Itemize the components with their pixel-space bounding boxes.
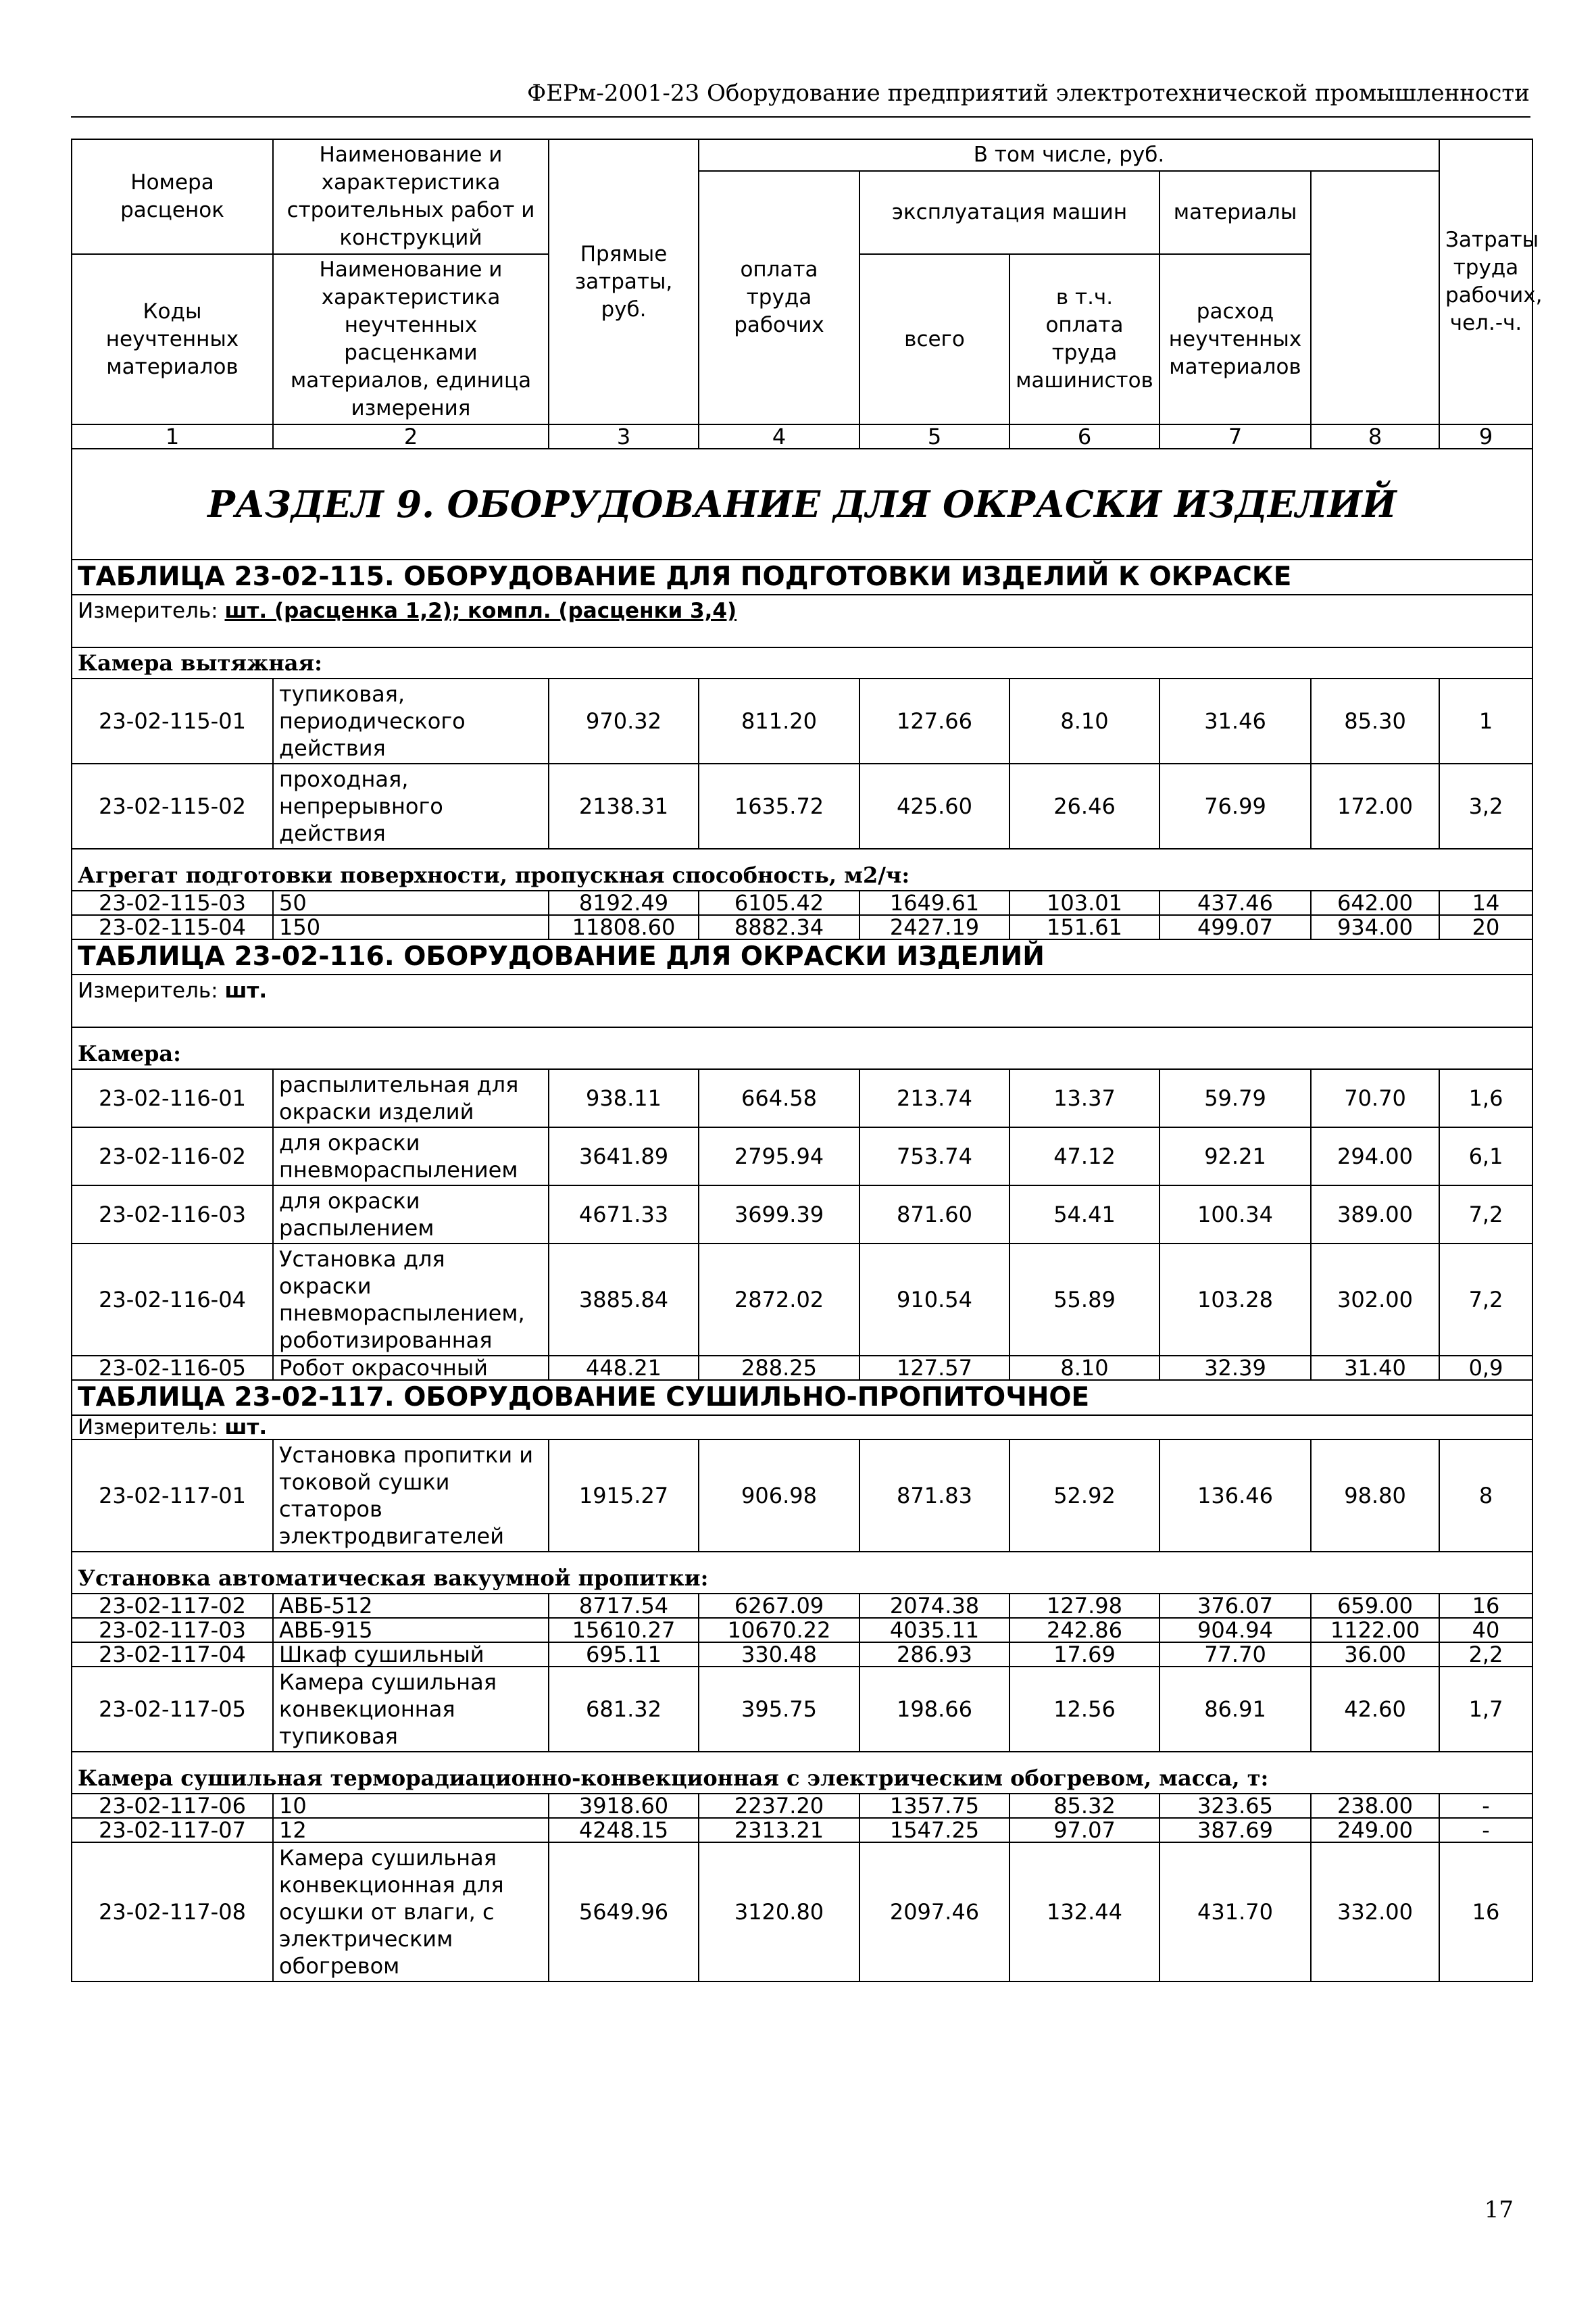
rate-code: 23-02-115-02	[72, 764, 273, 849]
table-row	[72, 891, 1532, 915]
unit-116	[72, 975, 1532, 1027]
materials: 86.91	[1159, 1667, 1311, 1752]
col-number: 8	[1311, 424, 1439, 449]
direct-costs: 3918.60	[549, 1794, 699, 1818]
direct-costs: 4671.33	[549, 1185, 699, 1244]
direct-costs: 3641.89	[549, 1127, 699, 1185]
machines-total: 2074.38	[859, 1594, 1009, 1618]
direct-costs: 8717.54	[549, 1594, 699, 1618]
rate-code: 23-02-115-04	[72, 915, 273, 939]
wages: 395.75	[699, 1667, 859, 1752]
machinists-wages: 8.10	[1009, 679, 1159, 764]
group-title: Камера вытяжная:	[72, 647, 1532, 679]
col-number: 3	[549, 424, 699, 449]
rate-code: 23-02-116-03	[72, 1185, 273, 1244]
direct-costs: 681.32	[549, 1667, 699, 1752]
unit-label: Измеритель:	[78, 599, 225, 623]
col-header-unaccounted-materials: Наименование и характеристика неучтенных расценками материалов, единица измерения	[273, 254, 549, 424]
equipment-mass: 14	[1439, 891, 1532, 915]
col-header-rate-numbers: Номера расценок	[72, 139, 273, 254]
col-number: 7	[1159, 424, 1311, 449]
labor-costs: 1122.00	[1311, 1618, 1439, 1642]
materials: 100.34	[1159, 1185, 1311, 1244]
table-row	[72, 1842, 1532, 1981]
equipment-mass: 16	[1439, 1842, 1532, 1981]
table-title-row	[72, 560, 1532, 595]
machines-total: 2097.46	[859, 1842, 1009, 1981]
machines-total: 213.74	[859, 1069, 1009, 1127]
materials: 59.79	[1159, 1069, 1311, 1127]
materials: 437.46	[1159, 891, 1311, 915]
col-header-labor-costs: Затраты труда рабочих, чел.-ч.	[1439, 139, 1532, 424]
direct-costs: 448.21	[549, 1356, 699, 1380]
materials: 76.99	[1159, 764, 1311, 849]
equipment-mass: 40	[1439, 1618, 1532, 1642]
equipment-mass: 0,9	[1439, 1356, 1532, 1380]
wages: 2313.21	[699, 1818, 859, 1842]
col-header-materials: материалы	[1159, 171, 1311, 254]
machines-total: 871.83	[859, 1439, 1009, 1552]
table-row	[72, 1069, 1532, 1127]
rate-name: для окраски пневмораспылением	[273, 1127, 549, 1185]
materials: 376.07	[1159, 1594, 1311, 1618]
labor-costs: 31.40	[1311, 1356, 1439, 1380]
rates-table	[71, 139, 1543, 1982]
direct-costs: 695.11	[549, 1642, 699, 1667]
equipment-mass: 3,2	[1439, 764, 1532, 849]
direct-costs: 3885.84	[549, 1244, 699, 1356]
machinists-wages: 12.56	[1009, 1667, 1159, 1752]
machinists-wages: 97.07	[1009, 1818, 1159, 1842]
rate-code: 23-02-117-03	[72, 1618, 273, 1642]
table-row	[72, 1439, 1532, 1552]
rate-name: Камера сушильная конвекционная тупиковая	[273, 1667, 549, 1752]
labor-costs: 98.80	[1311, 1439, 1439, 1552]
unit-row	[72, 975, 1532, 1027]
labor-costs: 389.00	[1311, 1185, 1439, 1244]
machinists-wages: 17.69	[1009, 1642, 1159, 1667]
col-header-direct-costs: Прямые затраты, руб.	[549, 139, 699, 424]
unit-117	[72, 1415, 1532, 1439]
machines-total: 127.66	[859, 679, 1009, 764]
unit-value: шт.	[224, 1415, 268, 1439]
direct-costs: 4248.15	[549, 1818, 699, 1842]
equipment-mass: 7,2	[1439, 1185, 1532, 1244]
rate-name: 12	[273, 1818, 549, 1842]
rate-code: 23-02-116-01	[72, 1069, 273, 1127]
col-number: 9	[1439, 424, 1532, 449]
unit-value: шт.	[224, 979, 268, 1003]
machines-total: 127.57	[859, 1356, 1009, 1380]
machinists-wages: 242.86	[1009, 1618, 1159, 1642]
labor-costs: 36.00	[1311, 1642, 1439, 1667]
table-row	[72, 1356, 1532, 1380]
rate-code: 23-02-117-06	[72, 1794, 273, 1818]
materials: 499.07	[1159, 915, 1311, 939]
wages: 330.48	[699, 1642, 859, 1667]
rate-code: 23-02-115-03	[72, 891, 273, 915]
wages: 8882.34	[699, 915, 859, 939]
machines-total: 753.74	[859, 1127, 1009, 1185]
equipment-mass: -	[1439, 1794, 1532, 1818]
col-number: 4	[699, 424, 859, 449]
direct-costs: 938.11	[549, 1069, 699, 1127]
materials: 904.94	[1159, 1618, 1311, 1642]
col-number: 1	[72, 424, 273, 449]
table-row	[72, 1244, 1532, 1356]
machines-total: 1547.25	[859, 1818, 1009, 1842]
rate-name: АВБ-915	[273, 1618, 549, 1642]
machinists-wages: 26.46	[1009, 764, 1159, 849]
unit-row	[72, 1415, 1532, 1439]
machinists-wages: 127.98	[1009, 1594, 1159, 1618]
equipment-mass: 16	[1439, 1594, 1532, 1618]
table-row	[72, 1127, 1532, 1185]
unit-row	[72, 595, 1532, 647]
table-row	[72, 1794, 1532, 1818]
labor-costs: 659.00	[1311, 1594, 1439, 1618]
machinists-wages: 55.89	[1009, 1244, 1159, 1356]
rate-code: 23-02-117-04	[72, 1642, 273, 1667]
machinists-wages: 151.61	[1009, 915, 1159, 939]
labor-costs: 42.60	[1311, 1667, 1439, 1752]
wages: 3120.80	[699, 1842, 859, 1981]
col-number: 5	[859, 424, 1009, 449]
labor-costs: 238.00	[1311, 1794, 1439, 1818]
materials: 103.28	[1159, 1244, 1311, 1356]
rate-name: тупиковая, периодического действия	[273, 679, 549, 764]
materials: 77.70	[1159, 1642, 1311, 1667]
section-title: РАЗДЕЛ 9. ОБОРУДОВАНИЕ ДЛЯ ОКРАСКИ ИЗДЕЛИЙ	[72, 449, 1532, 560]
header-row-1	[72, 139, 1532, 171]
wages: 664.58	[699, 1069, 859, 1127]
rate-code: 23-02-117-05	[72, 1667, 273, 1752]
machines-total: 1649.61	[859, 891, 1009, 915]
col-number: 6	[1009, 424, 1159, 449]
wages: 6105.42	[699, 891, 859, 915]
group-title: Агрегат подготовки поверхности, пропускная способность, м2/ч:	[72, 849, 1532, 891]
machinists-wages: 103.01	[1009, 891, 1159, 915]
table-row	[72, 915, 1532, 939]
machinists-wages: 13.37	[1009, 1069, 1159, 1127]
table-title-row	[72, 939, 1532, 975]
table-title-116: ТАБЛИЦА 23-02-116. ОБОРУДОВАНИЕ ДЛЯ ОКРАСКИ ИЗДЕЛИЙ	[72, 939, 1532, 975]
table-row	[72, 1667, 1532, 1752]
rate-code: 23-02-116-02	[72, 1127, 273, 1185]
equipment-mass: 2,2	[1439, 1642, 1532, 1667]
rate-name: Установка пропитки и токовой сушки статоров электродвигателей	[273, 1439, 549, 1552]
section-row	[72, 449, 1532, 560]
equipment-mass: 7,2	[1439, 1244, 1532, 1356]
table-row	[72, 764, 1532, 849]
unit-label: Измеритель:	[78, 979, 225, 1003]
wages: 10670.22	[699, 1618, 859, 1642]
table-title-117: ТАБЛИЦА 23-02-117. ОБОРУДОВАНИЕ СУШИЛЬНО-ПРОПИТОЧНОЕ	[72, 1380, 1532, 1415]
rate-name: Установка для окраски пневмораспылением, роботизированная	[273, 1244, 549, 1356]
labor-costs: 302.00	[1311, 1244, 1439, 1356]
rate-name: 50	[273, 891, 549, 915]
group-title: Камера:	[72, 1027, 1532, 1069]
equipment-mass: 1,7	[1439, 1667, 1532, 1752]
rate-name: распылительная для окраски изделий	[273, 1069, 549, 1127]
col-header-wages: оплата труда рабочих	[699, 171, 859, 424]
wages: 811.20	[699, 679, 859, 764]
col-header-machines: эксплуатация машин	[859, 171, 1159, 254]
table-row	[72, 679, 1532, 764]
rate-code: 23-02-117-07	[72, 1818, 273, 1842]
wages: 2795.94	[699, 1127, 859, 1185]
direct-costs: 5649.96	[549, 1842, 699, 1981]
labor-costs: 934.00	[1311, 915, 1439, 939]
group-row	[72, 849, 1532, 891]
table-row	[72, 1642, 1532, 1667]
direct-costs: 11808.60	[549, 915, 699, 939]
group-row	[72, 1552, 1532, 1594]
machines-total: 2427.19	[859, 915, 1009, 939]
labor-costs: 294.00	[1311, 1127, 1439, 1185]
table-row	[72, 1594, 1532, 1618]
wages: 1635.72	[699, 764, 859, 849]
header-rule	[71, 116, 1530, 118]
rate-code: 23-02-116-04	[72, 1244, 273, 1356]
materials: 431.70	[1159, 1842, 1311, 1981]
rate-code: 23-02-116-05	[72, 1356, 273, 1380]
running-header: ФЕРм-2001-23 Оборудование предприятий электротехнической промышленности	[527, 80, 1530, 107]
page-number: 17	[1484, 2196, 1514, 2223]
wages: 2872.02	[699, 1244, 859, 1356]
table-row	[72, 1618, 1532, 1642]
table-row	[72, 1185, 1532, 1244]
machines-total: 286.93	[859, 1642, 1009, 1667]
group-row	[72, 1752, 1532, 1794]
group-title: Установка автоматическая вакуумной пропитки:	[72, 1552, 1532, 1594]
wages: 3699.39	[699, 1185, 859, 1244]
rate-name: 10	[273, 1794, 549, 1818]
table-title-row	[72, 1380, 1532, 1415]
labor-costs: 85.30	[1311, 679, 1439, 764]
equipment-mass: 1,6	[1439, 1069, 1532, 1127]
direct-costs: 15610.27	[549, 1618, 699, 1642]
machinists-wages: 8.10	[1009, 1356, 1159, 1380]
materials: 136.46	[1159, 1439, 1311, 1552]
unit-value: шт. (расценка 1,2); компл. (расценки 3,4)	[224, 599, 737, 623]
group-title: Камера сушильная терморадиационно-конвекционная с электрическим обогревом, масса, т:	[72, 1752, 1532, 1794]
col-header-works-name: Наименование и характеристика строительных работ и конструкций	[273, 139, 549, 254]
unit-115	[72, 595, 1532, 647]
rate-code: 23-02-117-08	[72, 1842, 273, 1981]
rate-name: Шкаф сушильный	[273, 1642, 549, 1667]
wages: 906.98	[699, 1439, 859, 1552]
materials: 31.46	[1159, 679, 1311, 764]
machines-total: 198.66	[859, 1667, 1009, 1752]
group-row	[72, 1027, 1532, 1069]
machinists-wages: 54.41	[1009, 1185, 1159, 1244]
col-header-machines-total: всего	[859, 254, 1009, 424]
machines-total: 4035.11	[859, 1618, 1009, 1642]
machines-total: 425.60	[859, 764, 1009, 849]
labor-costs: 332.00	[1311, 1842, 1439, 1981]
col-header-machinists-wages: в т.ч. оплата труда машинистов	[1009, 254, 1159, 424]
equipment-mass: 6,1	[1439, 1127, 1532, 1185]
rate-name: Робот окрасочный	[273, 1356, 549, 1380]
machinists-wages: 85.32	[1009, 1794, 1159, 1818]
rate-code: 23-02-117-01	[72, 1439, 273, 1552]
wages: 6267.09	[699, 1594, 859, 1618]
direct-costs: 2138.31	[549, 764, 699, 849]
column-numbers-row	[72, 424, 1532, 449]
equipment-mass: 20	[1439, 915, 1532, 939]
machinists-wages: 52.92	[1009, 1439, 1159, 1552]
materials: 323.65	[1159, 1794, 1311, 1818]
labor-costs: 249.00	[1311, 1818, 1439, 1842]
direct-costs: 1915.27	[549, 1439, 699, 1552]
table-row	[72, 1818, 1532, 1842]
materials: 32.39	[1159, 1356, 1311, 1380]
labor-costs: 642.00	[1311, 891, 1439, 915]
rate-name: 150	[273, 915, 549, 939]
unit-label: Измеритель:	[78, 1415, 225, 1439]
machines-total: 910.54	[859, 1244, 1009, 1356]
materials: 387.69	[1159, 1818, 1311, 1842]
equipment-mass: 8	[1439, 1439, 1532, 1552]
col-header-unaccounted-codes: Коды неучтенных материалов	[72, 254, 273, 424]
direct-costs: 8192.49	[549, 891, 699, 915]
materials: 92.21	[1159, 1127, 1311, 1185]
wages: 288.25	[699, 1356, 859, 1380]
rate-code: 23-02-115-01	[72, 679, 273, 764]
rate-name: проходная, непрерывного действия	[273, 764, 549, 849]
machines-total: 1357.75	[859, 1794, 1009, 1818]
equipment-mass: 1	[1439, 679, 1532, 764]
direct-costs: 970.32	[549, 679, 699, 764]
machines-total: 871.60	[859, 1185, 1009, 1244]
labor-costs: 172.00	[1311, 764, 1439, 849]
machinists-wages: 132.44	[1009, 1842, 1159, 1981]
rate-name: Камера сушильная конвекционная для осушки от влаги, с электрическим обогревом	[273, 1842, 549, 1981]
col-header-including: В том числе, руб.	[699, 139, 1439, 171]
col-number: 2	[273, 424, 549, 449]
rate-name: АВБ-512	[273, 1594, 549, 1618]
table-title-115: ТАБЛИЦА 23-02-115. ОБОРУДОВАНИЕ ДЛЯ ПОДГОТОВКИ ИЗДЕЛИЙ К ОКРАСКЕ	[72, 560, 1532, 595]
col-header-unaccounted-consumption: расход неучтенных материалов	[1159, 254, 1311, 424]
wages: 2237.20	[699, 1794, 859, 1818]
equipment-mass: -	[1439, 1818, 1532, 1842]
group-row	[72, 647, 1532, 679]
rate-code: 23-02-117-02	[72, 1594, 273, 1618]
machinists-wages: 47.12	[1009, 1127, 1159, 1185]
labor-costs: 70.70	[1311, 1069, 1439, 1127]
rate-name: для окраски распылением	[273, 1185, 549, 1244]
